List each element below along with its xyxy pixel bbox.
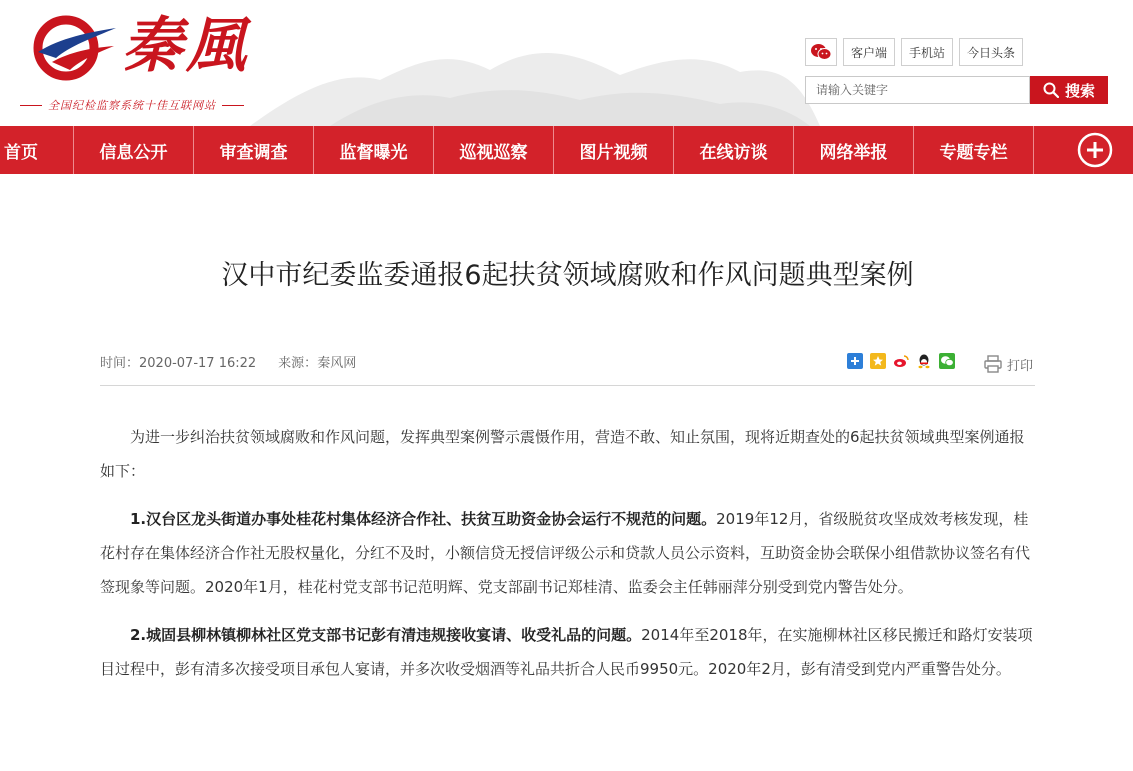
time-label: 时间： (100, 356, 140, 371)
print-label: 打印 (1007, 358, 1034, 374)
nav-item-supervision-exposure[interactable]: 监督曝光 (314, 126, 434, 174)
article-body (100, 420, 1035, 700)
print-button[interactable] (983, 354, 1033, 374)
case-heading-2: 2.城固县柳林镇柳林社区党支部书记彭有清违规接收宴请、收受礼品的问题。 (130, 626, 642, 644)
nav-item-inspection[interactable]: 巡视巡察 (434, 126, 554, 174)
article-title: 汉中市纪委监委通报6起扶贫领域腐败和作风问题典型案例 (221, 260, 914, 291)
article-time (100, 354, 256, 374)
wechat-icon (810, 43, 832, 61)
logo-icon[interactable] (30, 8, 120, 88)
nav-item-home[interactable]: 首页 (0, 126, 74, 174)
case-body-1: 2019年12月，省级脱贫攻坚成效考核发现，桂花村存在集体经济合作社无股权量化，分红不及时，小额信贷无授信评级公示和贷款人员公示资料，互助资金协会联保小组借款协议签名有代签现象等问题。2020年1月，桂花村党支部书记范明辉、党支部副书记郑桂清、监委会主任韩丽萍分别受到党内警告处分。 (100, 510, 1031, 596)
share-qzone-icon[interactable] (847, 353, 863, 369)
source-label: 来源： (278, 356, 318, 371)
share-wechat-icon[interactable] (939, 353, 955, 369)
client-app-link[interactable]: 客户端 (843, 38, 895, 66)
search-icon (1043, 82, 1059, 98)
source-value: 秦风网 (317, 356, 357, 371)
article-intro: 为进一步纠治扶贫领域腐败和作风问题，发挥典型案例警示震慑作用，营造不敢、知止氛围，现将近期查处的6起扶贫领域典型案例通报如下： (100, 428, 1025, 480)
nav-item-online-report[interactable]: 网络举报 (794, 126, 914, 174)
printer-icon (983, 354, 1003, 374)
toutiao-link[interactable]: 今日头条 (959, 38, 1023, 66)
article-source (278, 354, 356, 374)
nav-item-info-disclosure[interactable]: 信息公开 (74, 126, 194, 174)
site-brand[interactable]: 秦風 (122, 11, 250, 81)
wechat-link[interactable] (805, 38, 837, 66)
article-meta (100, 354, 356, 374)
search-button[interactable] (1030, 76, 1108, 104)
slogan-text: 全国纪检监察系统十佳互联网站 (48, 99, 216, 112)
case-paragraph-1 (100, 502, 1035, 604)
site-slogan (20, 97, 244, 113)
case-heading-1: 1.汉台区龙头街道办事处桂花村集体经济合作社、扶贫互助资金协会运行不规范的问题。 (130, 510, 717, 528)
site-header (0, 0, 1133, 126)
share-weibo-icon[interactable] (893, 353, 909, 369)
main-nav (0, 126, 1133, 174)
meta-divider (100, 385, 1035, 386)
search-box (805, 76, 1108, 104)
slogan-dash-left (20, 105, 42, 106)
share-qq-icon[interactable] (916, 353, 932, 369)
share-star-icon[interactable] (870, 353, 886, 369)
mobile-site-link[interactable]: 手机站 (901, 38, 953, 66)
case-paragraph-2 (100, 618, 1035, 686)
case-body-2: 2014年至2018年，在实施柳林社区移民搬迁和路灯安装项目过程中，彭有清多次接受项目承包人宴请，并多次收受烟酒等礼品共折合人民币9950元。2020年2月，彭有清受到党内严重警告处分。 (100, 626, 1033, 678)
nav-item-photo-video[interactable]: 图片视频 (554, 126, 674, 174)
nav-item-online-interview[interactable]: 在线访谈 (674, 126, 794, 174)
top-links (805, 38, 1023, 66)
search-input[interactable] (805, 76, 1030, 104)
share-bar (847, 353, 955, 369)
plus-circle-icon[interactable] (1077, 132, 1113, 168)
nav-item-special-topics[interactable]: 专题专栏 (914, 126, 1034, 174)
slogan-dash-right (222, 105, 244, 106)
nav-item-investigation[interactable]: 审查调查 (194, 126, 314, 174)
time-value: 2020-07-17 16:22 (139, 356, 257, 371)
search-button-label: 搜索 (1064, 81, 1095, 100)
